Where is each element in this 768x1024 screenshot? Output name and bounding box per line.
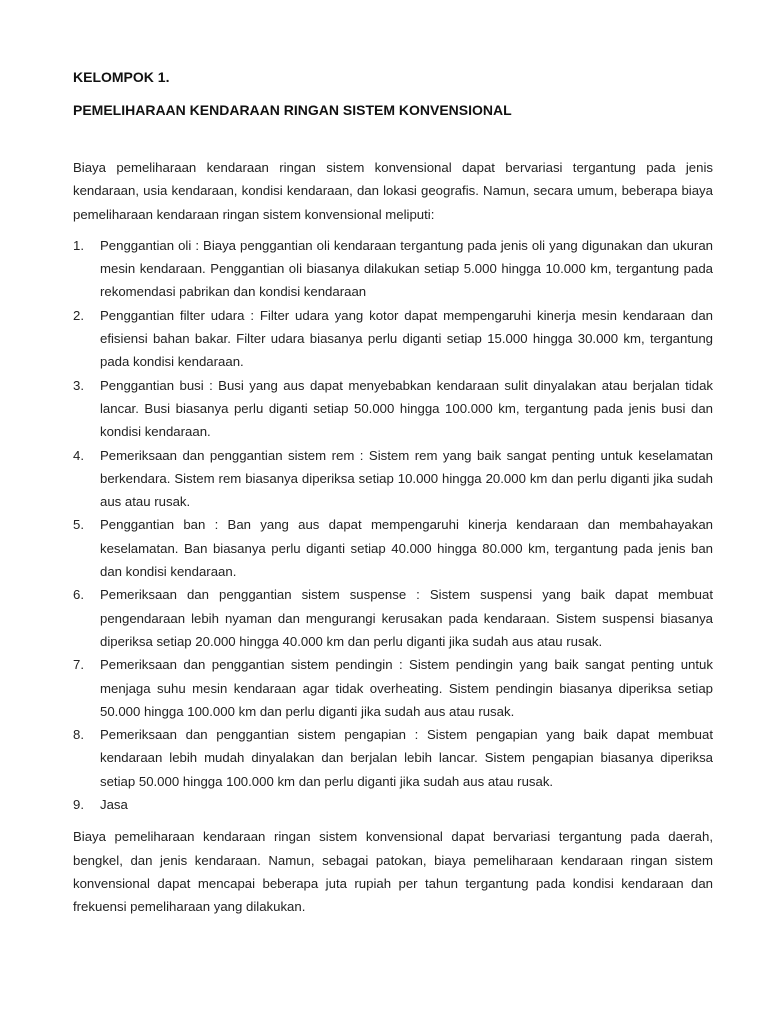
list-item-number: 7. [73, 657, 84, 673]
list-item-text: Pemeriksaan dan penggantian sistem suspense : Sistem suspensi yang baik dapat membuat pengendaraan lebih nyaman dan mengurangi kerusakan pada kendaraan. Sistem suspensi biasanya diperiksa setiap 20.000 hingga 40.000 km dan perlu diganti jika sudah aus atau rusak. [100, 587, 713, 649]
list-item-text: Penggantian filter udara : Filter udara yang kotor dapat mempengaruhi kinerja mesin kendaraan dan efisiensi bahan bakar. Filter udara biasanya perlu diganti setiap 15.000 hingga 30.000 km, tergantung pada kondisi kendaraan. [100, 307, 713, 370]
list-item-text: Penggantian ban : Ban yang aus dapat mempengaruhi kinerja kendaraan dan membahayakan keselamatan. Ban biasanya perlu diganti setiap 40.000 hingga 80.000 km, tergantung pada jenis ban dan kondisi kendaraan. [100, 517, 713, 580]
list-item-number: 9. [73, 797, 84, 813]
list-item-number: 8. [73, 727, 84, 743]
list-item-number: 2. [73, 307, 84, 323]
list-item [73, 304, 713, 374]
list-item-number: 6. [73, 587, 84, 603]
list-item-number: 4. [73, 447, 84, 463]
list-item [73, 583, 713, 653]
list-item-text: Penggantian busi : Busi yang aus dapat menyebabkan kendaraan sulit dinyalakan atau berjalan tidak lancar. Busi biasanya perlu diganti setiap 50.000 hingga 100.000 km, tergantung pada jenis busi dan kondisi kendaraan. [100, 377, 713, 440]
document-title: PEMELIHARAAN KENDARAAN RINGAN SISTEM KONVENSIONAL [73, 102, 512, 118]
list-item [73, 513, 713, 583]
list-item-number: 5. [73, 517, 84, 533]
list-item-text: Pemeriksaan dan penggantian sistem pengapian : Sistem pengapian yang baik dapat membuat kendaraan lebih mudah dinyalakan dan berjalan lebih lancar. Sistem pengapian biasanya diperiksa setiap 50.000 hingga 100.000 km dan perlu diganti jika sudah aus atau rusak. [100, 727, 713, 789]
list-item-text: Penggantian oli : Biaya penggantian oli kendaraan tergantung pada jenis oli yang digunakan dan ukuran mesin kendaraan. Penggantian oli biasanya dilakukan setiap 5.000 hingga 10.000 km, tergantung pada rekomendasi pabrikan dan kondisi kendaraan [100, 237, 713, 300]
maintenance-list [73, 234, 713, 816]
list-item [73, 234, 713, 304]
group-label: KELOMPOK 1. [73, 69, 170, 85]
list-item-number: 1. [73, 237, 84, 253]
list-item-number: 3. [73, 377, 84, 393]
intro-paragraph: Biaya pemeliharaan kendaraan ringan sistem konvensional dapat bervariasi tergantung pada jenis kendaraan, usia kendaraan, kondisi kendaraan, dan lokasi geografis. Namun, secara umum, beberapa biaya pemeliharaan kendaraan ringan sistem konvensional meliputi: [73, 160, 713, 222]
list-item [73, 723, 713, 793]
list-item-text: Pemeriksaan dan penggantian sistem rem : Sistem rem yang baik sangat penting untuk keselamatan berkendara. Sistem rem biasanya diperiksa setiap 10.000 hingga 20.000 km dan perlu diganti jika sudah aus atau rusak. [100, 447, 713, 510]
closing-paragraph: Biaya pemeliharaan kendaraan ringan sistem konvensional dapat bervariasi tergantung pada daerah, bengkel, dan jenis kendaraan. Namun, sebagai patokan, biaya pemeliharaan kendaraan ringan sistem konvensional dapat mencapai beberapa juta rupiah per tahun tergantung pada kondisi kendaraan dan frekuensi pemeliharaan yang dilakukan. [73, 829, 713, 915]
list-item [73, 793, 713, 816]
list-item-text: Pemeriksaan dan penggantian sistem pendingin : Sistem pendingin yang baik sangat penting untuk menjaga suhu mesin kendaraan agar tidak overheating. Sistem pendingin biasanya diperiksa setiap 50.000 hingga 100.000 km dan perlu diganti jika sudah aus atau rusak. [100, 657, 713, 719]
list-item [73, 444, 713, 514]
list-item [73, 374, 713, 444]
list-item [73, 653, 713, 723]
list-item-text: Jasa [100, 797, 128, 813]
